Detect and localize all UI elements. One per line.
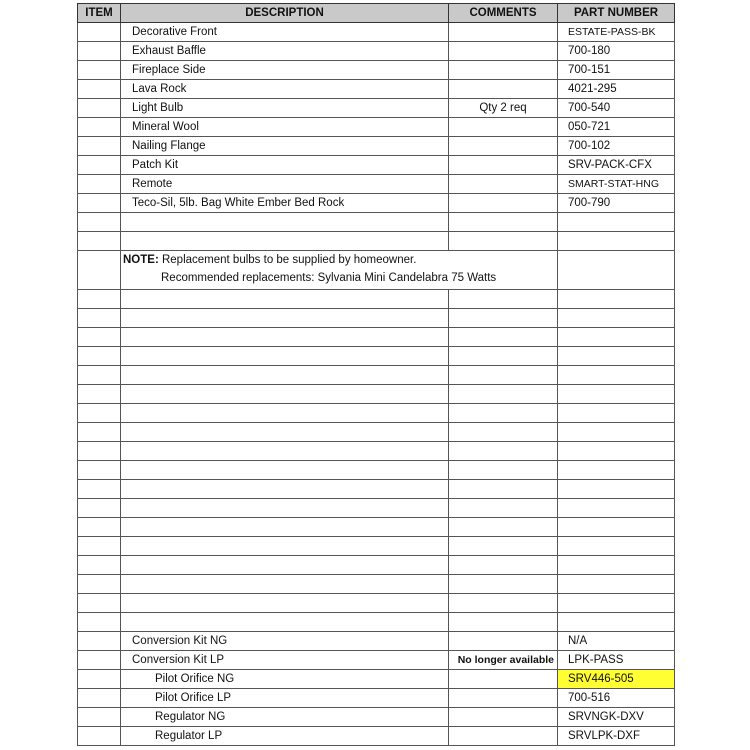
empty-row [78, 309, 675, 328]
comments-cell [449, 632, 558, 651]
empty-row [78, 518, 675, 537]
item-cell [78, 632, 121, 651]
part-number-cell: 700-540 [558, 99, 675, 118]
part-number-cell: SMART-STAT-HNG [558, 175, 675, 194]
description-cell: Mineral Wool [121, 118, 449, 137]
empty-row [78, 575, 675, 594]
comments-cell [449, 727, 558, 746]
table-row [78, 708, 675, 727]
table-row [78, 23, 675, 42]
table-row [78, 727, 675, 746]
header-comments: COMMENTS [449, 4, 558, 23]
table-row [78, 80, 675, 99]
empty-row [78, 537, 675, 556]
part-number-cell: 700-516 [558, 689, 675, 708]
description-cell: Decorative Front [121, 23, 449, 42]
part-number-cell: 700-102 [558, 137, 675, 156]
part-number-cell: ESTATE-PASS-BK [558, 23, 675, 42]
item-cell [78, 708, 121, 727]
item-cell [78, 651, 121, 670]
part-number-cell [558, 251, 675, 290]
description-cell: Remote [121, 175, 449, 194]
item-cell [78, 61, 121, 80]
table-row [78, 689, 675, 708]
comments-cell [449, 118, 558, 137]
item-cell [78, 42, 121, 61]
comments-cell [449, 156, 558, 175]
part-number-cell: 050-721 [558, 118, 675, 137]
description-cell: Lava Rock [121, 80, 449, 99]
empty-row [78, 347, 675, 366]
item-cell [78, 137, 121, 156]
table-row [78, 175, 675, 194]
empty-row [78, 213, 675, 232]
comments-cell [449, 80, 558, 99]
item-cell [78, 80, 121, 99]
part-number-cell: SRVLPK-DXF [558, 727, 675, 746]
comments-cell [449, 137, 558, 156]
part-number-cell: N/A [558, 632, 675, 651]
empty-row [78, 385, 675, 404]
comments-cell [449, 194, 558, 213]
item-cell [78, 670, 121, 689]
comments-cell [449, 61, 558, 80]
comments-cell: No longer available [449, 651, 558, 670]
item-cell [78, 689, 121, 708]
table-row [78, 194, 675, 213]
part-number-cell: SRVNGK-DXV [558, 708, 675, 727]
comments-cell [449, 670, 558, 689]
item-cell [78, 194, 121, 213]
table-row [78, 670, 675, 689]
description-cell: Exhaust Baffle [121, 42, 449, 61]
description-cell: Teco-Sil, 5lb. Bag White Ember Bed Rock [121, 194, 449, 213]
blank-rows [78, 290, 675, 632]
part-number-cell: LPK-PASS [558, 651, 675, 670]
item-cell [78, 727, 121, 746]
note-line-2: Recommended replacements: Sylvania Mini Candelabra 75 Watts [161, 272, 497, 284]
comments-cell [449, 708, 558, 727]
header-item: ITEM [78, 4, 121, 23]
item-cell [78, 251, 121, 290]
note [121, 251, 557, 287]
note-row [78, 251, 675, 290]
part-number-cell: 4021-295 [558, 80, 675, 99]
conversion-body [78, 632, 675, 746]
empty-row [78, 594, 675, 613]
empty-row [78, 290, 675, 309]
table-row [78, 156, 675, 175]
part-number-cell: 700-790 [558, 194, 675, 213]
item-cell [78, 23, 121, 42]
empty-row [78, 423, 675, 442]
parts-list-sheet [77, 3, 674, 746]
part-number-cell: SRV-PACK-CFX [558, 156, 675, 175]
comments-cell [449, 689, 558, 708]
empty-row [78, 461, 675, 480]
comments-cell [449, 42, 558, 61]
comments-cell [449, 23, 558, 42]
description-cell: Regulator NG [121, 708, 449, 727]
item-cell [78, 175, 121, 194]
empty-row [78, 366, 675, 385]
empty-row [78, 328, 675, 347]
description-cell: Patch Kit [121, 156, 449, 175]
empty-row [78, 499, 675, 518]
table-row [78, 99, 675, 118]
part-number-cell-highlighted: SRV446-505 [558, 670, 675, 689]
description-cell: Light Bulb [121, 99, 449, 118]
item-cell [78, 118, 121, 137]
header-part-number: PART NUMBER [558, 4, 675, 23]
table-body [78, 23, 675, 290]
note-line-1: Replacement bulbs to be supplied by homeowner. [158, 254, 417, 266]
empty-row [78, 556, 675, 575]
note-cell [121, 251, 558, 290]
empty-row [78, 613, 675, 632]
empty-row [78, 404, 675, 423]
header-row [78, 4, 675, 23]
description-cell: Regulator LP [121, 727, 449, 746]
item-cell [78, 99, 121, 118]
description-cell: Pilot Orifice LP [121, 689, 449, 708]
description-cell: Conversion Kit NG [121, 632, 449, 651]
table-row [78, 42, 675, 61]
table-row [78, 61, 675, 80]
part-number-cell: 700-180 [558, 42, 675, 61]
description-cell: Nailing Flange [121, 137, 449, 156]
empty-row [78, 480, 675, 499]
table-row [78, 118, 675, 137]
parts-table [77, 3, 675, 746]
table-row [78, 137, 675, 156]
item-cell [78, 156, 121, 175]
description-cell: Conversion Kit LP [121, 651, 449, 670]
part-number-cell: 700-151 [558, 61, 675, 80]
header-description: DESCRIPTION [121, 4, 449, 23]
table-row [78, 632, 675, 651]
empty-row [78, 232, 675, 251]
description-cell: Pilot Orifice NG [121, 670, 449, 689]
note-label: NOTE: [123, 254, 159, 266]
empty-row [78, 442, 675, 461]
table-row [78, 651, 675, 670]
comments-cell [449, 175, 558, 194]
description-cell: Fireplace Side [121, 61, 449, 80]
comments-cell: Qty 2 req [449, 99, 558, 118]
